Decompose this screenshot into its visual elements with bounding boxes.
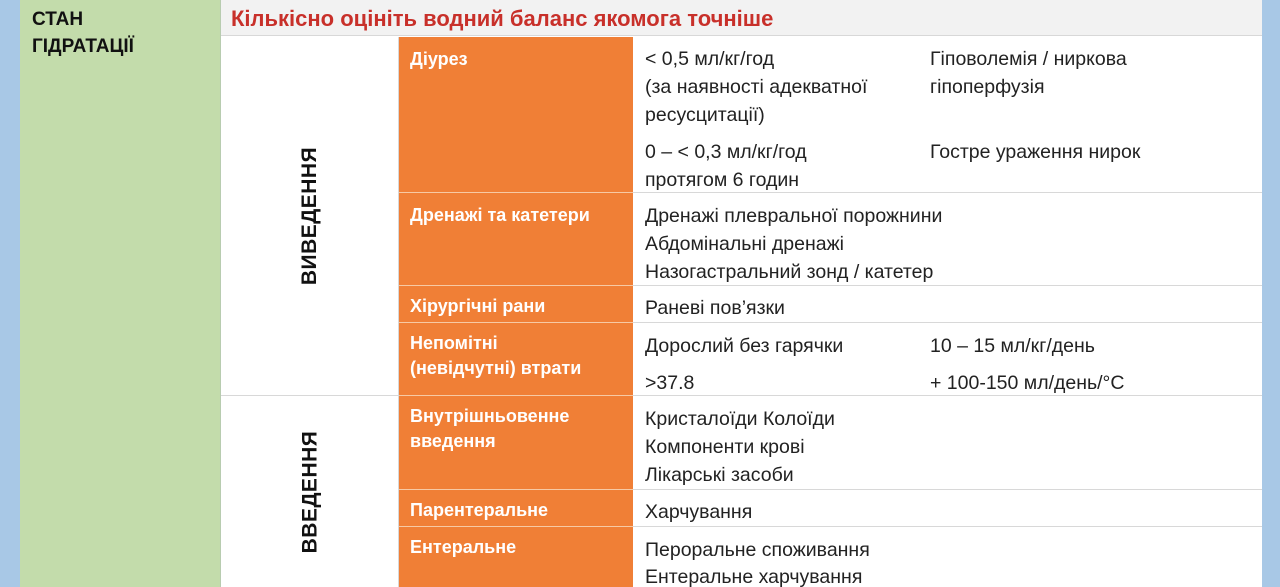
diuresis-value-1-note: (за наявності адекватної xyxy=(645,76,868,98)
table-title: Кількісно оцініть водний баланс якомога точніше xyxy=(231,6,774,31)
diuresis-value-2-cont: протягом 6 годин xyxy=(645,169,800,191)
row-label-iv xyxy=(399,396,633,490)
wounds-item-1: Раневі пов’язки xyxy=(645,297,785,319)
row-label-insensible-line2: (невідчутні) втрати xyxy=(410,358,582,378)
diuresis-meaning-2: Гостре ураження нирок xyxy=(930,141,1141,163)
row-label-insensible xyxy=(399,323,633,396)
hydration-status-label: СТАН ГІДРАТАЦІЇ xyxy=(32,9,134,57)
row-label-parenteral xyxy=(399,490,633,527)
section-output xyxy=(221,37,399,395)
enteral-item-1: Пероральне споживання xyxy=(645,539,870,561)
row-divider xyxy=(633,526,1262,527)
diuresis-meaning-1-cont: гіпоперфузія xyxy=(930,76,1045,98)
row-divider xyxy=(633,322,1262,323)
diuresis-value-1-note-cont: ресусцитації) xyxy=(645,104,765,126)
enteral-item-2: Ентеральне харчування xyxy=(645,566,863,587)
iv-item-3: Лікарські засоби xyxy=(645,464,794,486)
table-header xyxy=(221,0,1262,36)
insensible-amount-2: + 100-150 мл/день/°C xyxy=(930,372,1125,394)
diuresis-meaning-1: Гіповолемія / ниркова xyxy=(930,48,1127,70)
row-label-drains xyxy=(399,193,633,286)
row-label-wounds-text: Хірургічні рани xyxy=(410,296,546,316)
row-label-enteral xyxy=(399,527,633,587)
iv-item-1: Кристалоїди Колоїди xyxy=(645,408,835,430)
row-label-diuresis-text: Діурез xyxy=(410,49,468,69)
drains-item-1: Дренажі плевральної порожнини xyxy=(645,205,943,227)
iv-item-2: Компоненти крові xyxy=(645,436,805,458)
row-label-enteral-text: Ентеральне xyxy=(410,537,517,557)
row-label-parenteral-text: Парентеральне xyxy=(410,500,549,520)
insensible-condition-1: Дорослий без гарячки xyxy=(645,335,844,357)
row-label-iv-line1: Внутрішньовенне xyxy=(410,406,570,426)
row-label-drains-text: Дренажі та катетери xyxy=(410,205,590,225)
diuresis-value-1: < 0,5 мл/кг/год xyxy=(645,48,775,70)
row-label-insensible-line1: Непомітні xyxy=(410,333,498,353)
insensible-amount-1: 10 – 15 мл/кг/день xyxy=(930,335,1095,357)
drains-item-2: Абдомінальні дренажі xyxy=(645,233,844,255)
row-label-iv-line2: введення xyxy=(410,431,496,451)
section-input xyxy=(221,396,399,587)
row-label-wounds xyxy=(399,286,633,323)
drains-item-3: Назогастральний зонд / катетер xyxy=(645,261,934,283)
section-input-label: ВВЕДЕННЯ xyxy=(297,430,321,553)
row-divider xyxy=(633,489,1262,490)
row-label-diuresis xyxy=(399,37,633,193)
parenteral-item-1: Харчування xyxy=(645,501,753,523)
hydration-status-column xyxy=(20,0,221,587)
section-output-label: ВИВЕДЕННЯ xyxy=(297,146,321,286)
diuresis-value-2: 0 – < 0,3 мл/кг/год xyxy=(645,141,807,163)
insensible-condition-2: >37.8 xyxy=(645,372,695,394)
